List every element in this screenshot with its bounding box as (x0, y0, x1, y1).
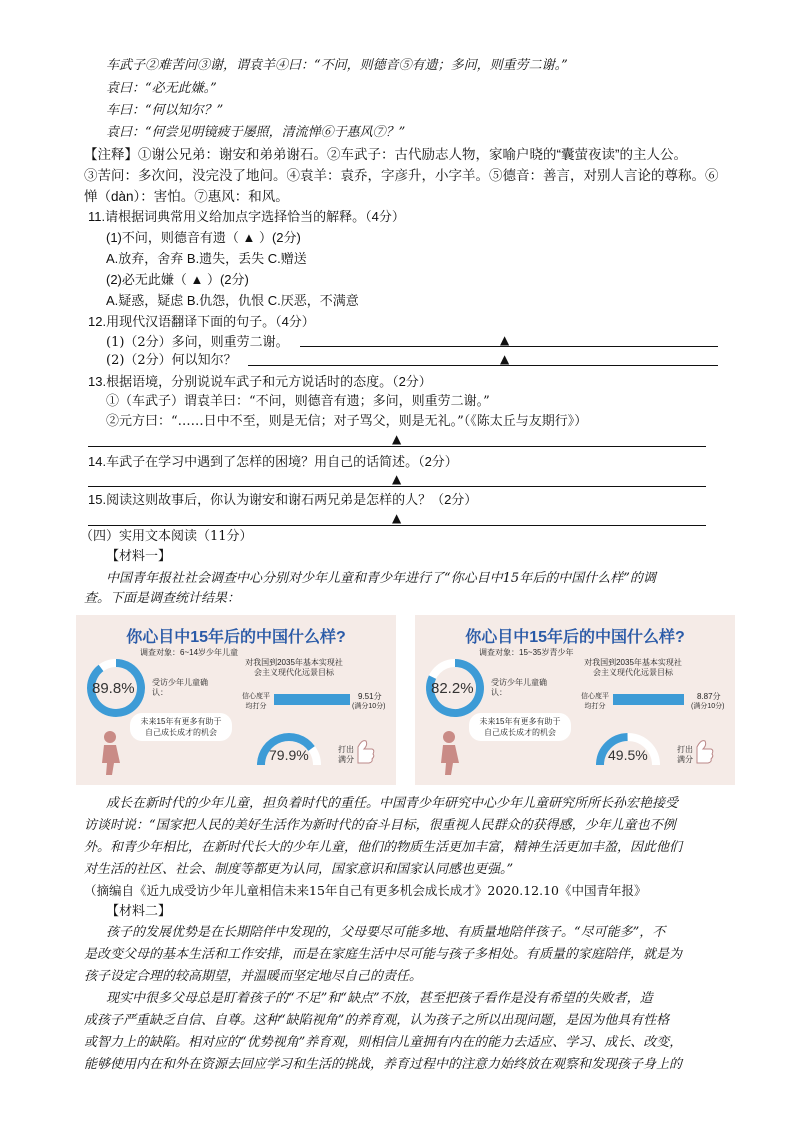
confidence-score: 9.51分 (358, 692, 382, 701)
confidence-label: 信心度平均打分 (242, 693, 270, 710)
child-figure-icon (102, 731, 120, 775)
question-12-stem: 12.用现代汉语翻译下面的句子。（4分） (88, 314, 315, 329)
question-11-sub1: (1)不问，则德音有遗（ ▲ ）(2分) (106, 230, 301, 245)
child-figure-icon (441, 731, 459, 775)
material2-paragraph: 是改变父母的基本生活和工作安排，而是在家庭生活中尽可能与孩子多相处。有质量的家庭陪伴，就是为 (84, 947, 683, 962)
question-11-stem: 11.请根据词典常用义给加点字选择恰当的解释。（4分） (88, 209, 405, 224)
material2-paragraph: 孩子设定合理的较高期望，并温暖而坚定地尽自己的责任。 (84, 969, 423, 984)
answer-line (88, 486, 706, 487)
notes-line: 惮（dàn）：害怕。⑦惠风：和风。 (84, 189, 289, 204)
material2-paragraph: 现实中很多父母总是盯着孩子的“不足”和“缺点”不放，甚至把孩子看作是没有希望的失败者，造 (106, 991, 653, 1006)
infographic-card (76, 615, 396, 785)
full-score-percent: 49.5% (608, 747, 648, 763)
full-score-label: 打出满分 (677, 745, 693, 764)
infographic-title: 你心目中15年后的中国什么样? (126, 629, 346, 646)
confidence-bar (613, 694, 684, 705)
answer-mark: ▲ (392, 511, 402, 525)
question-11-sub2: (2)必无此嫌（ ▲ ）(2分) (106, 272, 249, 287)
infographic-title: 你心目中15年后的中国什么样? (465, 629, 685, 646)
question-15-stem: 15.阅读这则故事后，你认为谢安和谢石两兄弟是怎样的人？（2分） (88, 492, 478, 507)
full-score-percent: 79.9% (269, 747, 309, 763)
question-12-sub2: (2)（2分）何以知尔？ (106, 353, 237, 368)
source-citation: （摘编自《近九成受访少年儿童相信未来15年自己有更多机会成长成才》2020.12.10《中国青年报》 (84, 883, 647, 898)
goal-label: 对我国到2035年基本实现社会主义现代化远景目标 (584, 658, 682, 677)
section-title: （四）实用文本阅读（11分） (80, 529, 253, 544)
material2-paragraph: 成孩子严重缺乏自信、自尊。这种“缺陷视角”的养育观，认为孩子之所以出现问题，是因为他具有性格 (84, 1013, 670, 1028)
material2-paragraph: 孩子的发展优势是在长期陪伴中发现的，父母要尽可能多地、有质量地陪伴孩子。“尽可能多”，不 (106, 925, 666, 940)
question-11-sub1-options: A.放弃，舍弃 B.遗失，丢失 C.赠送 (106, 251, 307, 266)
confirm-label: 受访少年儿童确认： (491, 678, 547, 697)
full-score-label: 打出满分 (338, 745, 354, 764)
material2-paragraph: 或智力上的缺陷。相对应的“优势视角”养育观，则相信儿童拥有内在的能力去适应、学习、成长、改变， (84, 1035, 683, 1050)
material-intro: 查。下面是调查统计结果： (84, 591, 241, 606)
thumbs-up-icon (358, 741, 374, 763)
question-13-stem: 13.根据语境，分别说说车武子和元方说话时的态度。（2分） (88, 374, 432, 389)
confidence-label: 信心度平均打分 (581, 693, 609, 710)
notes-line: ③苦问：多次问，没完没了地问。④袁羊：袁乔，字彦升，小字羊。⑤德音：善言，对别人言论的尊称。⑥ (84, 168, 719, 183)
material1-paragraph: 访谈时说：“国家把人民的美好生活作为新时代的奋斗目标，很重视人民群众的获得感，少年儿童也不例 (84, 818, 676, 833)
confidence-max: (满分10分) (691, 703, 725, 710)
confidence-score: 8.87分 (697, 692, 721, 701)
survey-subject: 调查对象：6~14岁少年儿童 (140, 648, 239, 657)
material1-paragraph: 成长在新时代的少年儿童，担负着时代的重任。中国青少年研究中心少年儿童研究所所长孙宏艳接受 (106, 796, 679, 811)
answer-mark: ▲ (392, 472, 402, 486)
thumbs-up-icon (697, 741, 713, 763)
passage-line: 袁曰：“必无此嫌。” (106, 81, 217, 96)
goal-label: 对我国到2035年基本实现社会主义现代化远景目标 (245, 658, 343, 677)
answer-mark: ▲ (392, 432, 402, 446)
question-14-stem: 14.车武子在学习中遇到了怎样的困境？用自己的话简述。（2分） (88, 454, 458, 469)
answer-line (88, 446, 706, 447)
answer-line (248, 365, 718, 366)
answer-line (88, 525, 706, 526)
material1-paragraph: 对生活的社区、社会、制度等都更为认同，国家意识和国家认同感也更强。” (84, 862, 514, 877)
passage-line: 车武子②难苦问③谢，谓袁羊④曰：“不问，则德音⑤有遗；多问，则重劳二谢。” (106, 58, 568, 73)
confirm-label: 受访少年儿童确认： (152, 678, 208, 697)
confidence-bar (274, 694, 350, 705)
question-12-sub1: (1)（2分）多问，则重劳二谢。 (106, 335, 289, 350)
question-13-sub1: ①（车武子）谓袁羊曰：“不问，则德音有遗；多问，则重劳二谢。” (106, 394, 490, 409)
confirm-percent: 82.2% (431, 680, 474, 697)
survey-subject: 调查对象：15~35岁青少年 (479, 648, 574, 657)
opportunity-bubble: 未来15年有更多有助于自己成长成才的机会 (130, 713, 232, 741)
question-11-sub2-options: A.疑惑，疑虑 B.仇怨，仇恨 C.厌恶，不满意 (106, 293, 359, 308)
material2-paragraph: 能够使用内在和外在资源去回应学习和生活的挑战，养育过程中的注意力始终放在观察和发现孩子身上的 (84, 1057, 683, 1072)
passage-line: 袁曰：“何尝见明镜疲于屡照，清流惮⑥于惠风⑦？” (106, 125, 406, 140)
confirm-percent: 89.8% (92, 680, 135, 697)
infographic-card (415, 615, 735, 785)
confidence-max: (满分10分) (352, 703, 386, 710)
answer-mark: ▲ (500, 333, 510, 347)
question-13-sub2: ②元方曰：“……日中不至，则是无信；对子骂父，则是无礼。”（《陈太丘与友期行》） (106, 414, 588, 429)
material-heading: 【材料二】 (106, 904, 172, 919)
answer-mark: ▲ (500, 352, 510, 366)
material-intro: 中国青年报社社会调查中心分别对少年儿童和青少年进行了“你心目中15年后的中国什么样”的调 (106, 571, 656, 586)
material-heading: 【材料一】 (106, 549, 172, 564)
notes-line: 【注释】①谢公兄弟：谢安和弟弟谢石。②车武子：古代励志人物，家喻户晓的“囊萤夜读”的主人公。 (84, 147, 687, 162)
opportunity-bubble: 未来15年有更多有助于自己成长成才的机会 (469, 713, 571, 741)
material1-paragraph: 外。和青少年相比，在新时代长大的少年儿童，他们的物质生活更加丰富，精神生活更加丰盈，因此他们 (84, 840, 683, 855)
answer-line (300, 346, 718, 347)
passage-line: 车曰：“何以知尔？” (106, 103, 224, 118)
